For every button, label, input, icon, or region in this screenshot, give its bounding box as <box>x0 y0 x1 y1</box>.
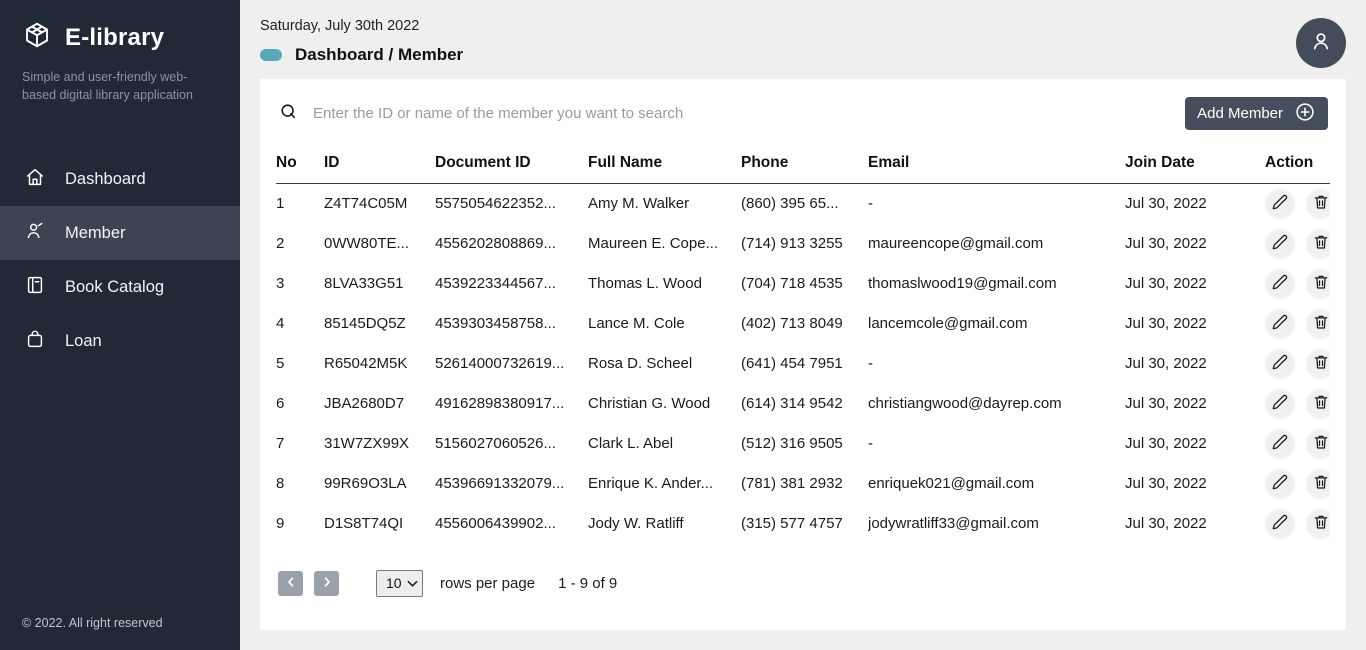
edit-button[interactable] <box>1265 509 1295 539</box>
user-avatar[interactable] <box>1296 18 1346 68</box>
trash-icon <box>1312 393 1330 414</box>
add-member-label: Add Member <box>1197 105 1283 122</box>
sidebar-item-label: Loan <box>65 331 102 350</box>
breadcrumb: Dashboard / Member <box>295 45 464 64</box>
cell-phone: (614) 314 9542 <box>741 395 843 412</box>
trash-icon <box>1312 313 1330 334</box>
cell-phone: (315) 577 4757 <box>741 515 843 532</box>
cell-action <box>1265 184 1330 224</box>
cell-phone: (641) 454 7951 <box>741 355 843 372</box>
cell-document-id: 5156027060526... <box>435 435 556 452</box>
delete-button[interactable] <box>1306 309 1330 339</box>
cell-full-name: Enrique K. Ander... <box>588 475 714 492</box>
sidebar-item-label: Member <box>65 223 126 242</box>
add-member-button[interactable] <box>1185 97 1328 130</box>
rows-per-page-select[interactable] <box>376 570 423 597</box>
pencil-icon <box>1271 273 1289 294</box>
table-row <box>276 264 1330 304</box>
delete-button[interactable] <box>1306 349 1330 379</box>
edit-button[interactable] <box>1265 429 1295 459</box>
edit-button[interactable] <box>1265 389 1295 419</box>
edit-button[interactable] <box>1265 269 1295 299</box>
delete-button[interactable] <box>1306 229 1330 259</box>
cell-full-name: Lance M. Cole <box>588 315 685 332</box>
cell-no: 5 <box>276 355 285 372</box>
cell-id: 99R69O3LA <box>324 475 407 492</box>
cell-full-name: Jody W. Ratliff <box>588 515 684 532</box>
range-label: 1 - 9 of 9 <box>558 574 618 592</box>
cell-action <box>1265 264 1330 304</box>
cell-email: maureencope@gmail.com <box>868 235 1044 252</box>
cell-email: thomaslwood19@gmail.com <box>868 275 1057 292</box>
cell-no: 4 <box>276 315 285 332</box>
user-icon <box>1308 28 1334 59</box>
chevron-right-icon <box>320 575 334 592</box>
table-row <box>276 344 1330 384</box>
pagination <box>278 570 1330 597</box>
trash-icon <box>1312 353 1330 374</box>
sidebar-item-member[interactable] <box>0 206 240 260</box>
cell-email: jodywratliff33@gmail.com <box>868 515 1039 532</box>
cell-phone: (704) 718 4535 <box>741 275 843 292</box>
cell-id: 0WW80TE... <box>324 235 410 252</box>
breadcrumb-pill-icon <box>260 49 282 61</box>
edit-button[interactable] <box>1265 309 1295 339</box>
cell-document-id: 4556202808869... <box>435 235 556 252</box>
edit-button[interactable] <box>1265 349 1295 379</box>
cell-action <box>1265 304 1330 344</box>
cell-id: 8LVA33G51 <box>324 275 404 292</box>
cell-join-date: Jul 30, 2022 <box>1125 355 1207 372</box>
trash-icon <box>1312 273 1330 294</box>
pencil-icon <box>1271 233 1289 254</box>
app-title: E-library <box>65 23 165 51</box>
delete-button[interactable] <box>1306 469 1330 499</box>
sidebar-item-dashboard[interactable] <box>0 152 240 206</box>
cell-full-name: Maureen E. Cope... <box>588 235 719 252</box>
cell-no: 8 <box>276 475 285 492</box>
cell-phone: (512) 316 9505 <box>741 435 843 452</box>
home-icon <box>24 166 46 193</box>
magnifier-icon <box>278 101 299 127</box>
col-phone: Phone <box>741 146 868 184</box>
sidebar-item-label: Book Catalog <box>65 277 165 296</box>
cell-id: 85145DQ5Z <box>324 315 406 332</box>
toolbar <box>276 93 1330 132</box>
cell-document-id: 4539223344567... <box>435 275 556 292</box>
book-icon <box>24 274 46 301</box>
copyright: © 2022. All right reserved <box>22 616 163 630</box>
edit-button[interactable] <box>1265 469 1295 499</box>
table-row <box>276 184 1330 224</box>
topbar <box>240 0 1366 65</box>
rows-per-page-label: rows per page <box>440 574 536 592</box>
next-page-button[interactable] <box>314 571 339 596</box>
cell-email: lancemcole@gmail.com <box>868 315 1028 332</box>
cell-join-date: Jul 30, 2022 <box>1125 315 1207 332</box>
table-header-row <box>276 146 1330 184</box>
delete-button[interactable] <box>1306 429 1330 459</box>
cell-no: 7 <box>276 435 285 452</box>
pencil-icon <box>1271 513 1289 534</box>
content-card <box>260 79 1346 630</box>
edit-button[interactable] <box>1265 189 1295 219</box>
cell-id: JBA2680D7 <box>324 395 405 412</box>
cell-full-name: Amy M. Walker <box>588 195 690 213</box>
chevron-left-icon <box>284 575 298 592</box>
trash-icon <box>1312 433 1330 454</box>
bag-icon <box>24 328 46 355</box>
cell-full-name: Clark L. Abel <box>588 435 674 452</box>
cell-email: - <box>868 355 873 372</box>
cell-document-id: 49162898380917... <box>435 395 565 412</box>
sidebar-item-loan[interactable] <box>0 314 240 368</box>
cell-join-date: Jul 30, 2022 <box>1125 515 1207 532</box>
app-subtitle: Simple and user-friendly web-based digital library application <box>22 70 193 103</box>
cell-id: R65042M5K <box>324 355 408 372</box>
delete-button[interactable] <box>1306 509 1330 539</box>
cell-no: 2 <box>276 235 285 252</box>
cell-no: 1 <box>276 195 285 213</box>
delete-button[interactable] <box>1306 269 1330 299</box>
table-row <box>276 384 1330 424</box>
cell-document-id: 45396691332079... <box>435 475 565 492</box>
delete-button[interactable] <box>1306 389 1330 419</box>
person-icon <box>24 220 46 247</box>
cell-email: enriquek021@gmail.com <box>868 475 1035 492</box>
cell-action <box>1265 464 1330 504</box>
cell-join-date: Jul 30, 2022 <box>1125 275 1207 292</box>
trash-icon <box>1312 233 1330 254</box>
cell-action <box>1265 224 1330 264</box>
col-email: Email <box>868 146 1125 184</box>
cell-document-id: 52614000732619... <box>435 355 565 372</box>
cell-phone: (860) 395 65... <box>741 195 839 213</box>
cell-full-name: Thomas L. Wood <box>588 275 702 292</box>
cell-document-id: 5575054622352... <box>435 195 556 213</box>
sidebar-item-label: Dashboard <box>65 169 146 188</box>
cell-id: Z4T74C05M <box>324 195 408 213</box>
delete-button[interactable] <box>1306 189 1330 219</box>
main-area <box>240 0 1366 650</box>
col-document-id: Document ID <box>435 146 588 184</box>
cell-action <box>1265 384 1330 424</box>
cell-action <box>1265 424 1330 464</box>
cell-no: 9 <box>276 515 285 532</box>
col-join-date: Join Date <box>1125 146 1265 184</box>
search-input[interactable] <box>313 105 1185 122</box>
pencil-icon <box>1271 353 1289 374</box>
cell-join-date: Jul 30, 2022 <box>1125 395 1207 412</box>
cell-id: D1S8T74QI <box>324 515 404 532</box>
table-row <box>276 424 1330 464</box>
pencil-icon <box>1271 193 1289 214</box>
cell-action <box>1265 344 1330 384</box>
date-label: Saturday, July 30th 2022 <box>260 18 420 34</box>
cell-email: - <box>868 195 873 213</box>
table-row <box>276 504 1330 544</box>
col-no: No <box>276 146 324 184</box>
pencil-icon <box>1271 473 1289 494</box>
prev-page-button[interactable] <box>278 571 303 596</box>
table-row <box>276 224 1330 264</box>
table-row <box>276 304 1330 344</box>
pencil-icon <box>1271 313 1289 334</box>
cell-email: - <box>868 435 873 452</box>
sidebar-item-book-catalog[interactable] <box>0 260 240 314</box>
cell-phone: (781) 381 2932 <box>741 475 843 492</box>
cell-full-name: Rosa D. Scheel <box>588 355 693 372</box>
cell-document-id: 4539303458758... <box>435 315 556 332</box>
col-id: ID <box>324 146 435 184</box>
cell-join-date: Jul 30, 2022 <box>1125 475 1207 492</box>
pencil-icon <box>1271 393 1289 414</box>
member-table <box>276 146 1330 544</box>
cell-phone: (402) 713 8049 <box>741 315 843 332</box>
cell-email: christiangwood@dayrep.com <box>868 395 1062 412</box>
search-bar <box>278 101 1185 127</box>
sidebar <box>0 0 240 650</box>
cell-join-date: Jul 30, 2022 <box>1125 235 1207 252</box>
cell-phone: (714) 913 3255 <box>741 235 843 252</box>
trash-icon <box>1312 193 1330 214</box>
cell-action <box>1265 504 1330 544</box>
cube-icon <box>22 20 52 55</box>
cell-document-id: 4556006439902... <box>435 515 556 532</box>
cell-join-date: Jul 30, 2022 <box>1125 435 1207 452</box>
pencil-icon <box>1271 433 1289 454</box>
col-action: Action <box>1265 146 1330 184</box>
trash-icon <box>1312 473 1330 494</box>
cell-join-date: Jul 30, 2022 <box>1125 195 1207 213</box>
cell-id: 31W7ZX99X <box>324 435 410 452</box>
edit-button[interactable] <box>1265 229 1295 259</box>
plus-circle-icon <box>1294 101 1316 127</box>
trash-icon <box>1312 513 1330 534</box>
cell-no: 3 <box>276 275 285 292</box>
cell-no: 6 <box>276 395 285 412</box>
table-row <box>276 464 1330 504</box>
sidebar-nav <box>0 152 240 368</box>
col-full-name: Full Name <box>588 146 741 184</box>
cell-full-name: Christian G. Wood <box>588 395 711 412</box>
